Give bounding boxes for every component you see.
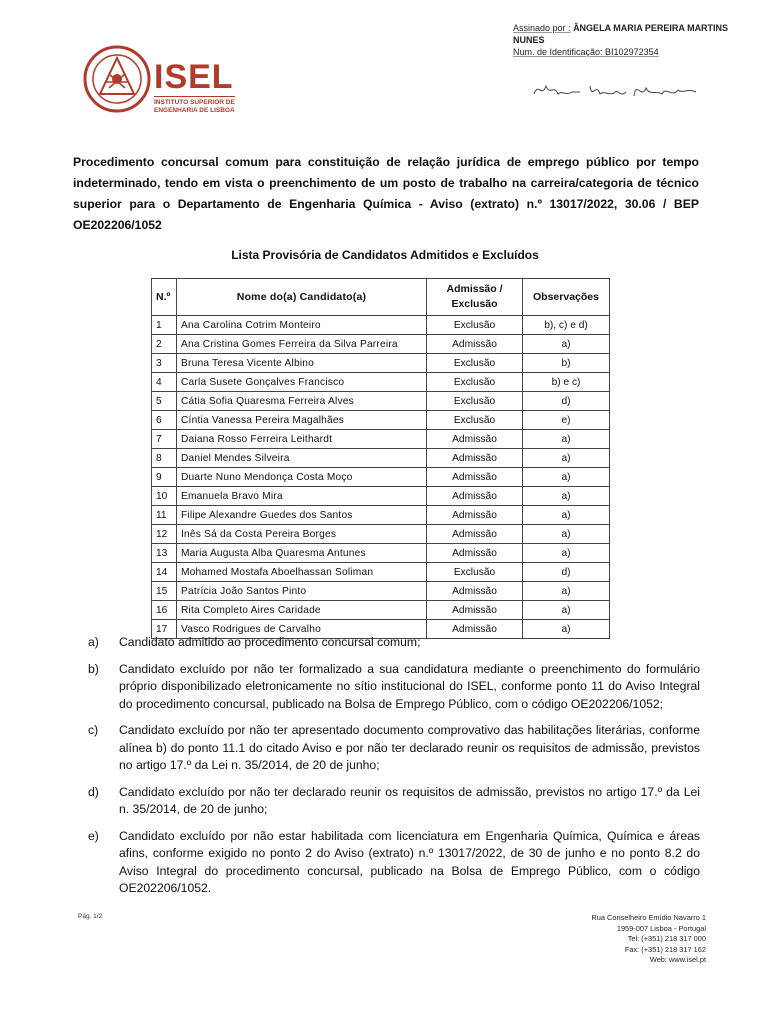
footer-address — [520, 913, 706, 966]
row-name: Inês Sá da Costa Pereira Borges — [177, 525, 427, 544]
row-number: 5 — [152, 392, 177, 411]
row-status: Admissão — [427, 449, 523, 468]
table-row — [152, 430, 610, 449]
row-name: Ana Cristina Gomes Ferreira da Silva Parreira — [177, 335, 427, 354]
table-row — [152, 525, 610, 544]
row-number: 3 — [152, 354, 177, 373]
logo-name: ISEL — [154, 58, 234, 96]
table-row — [152, 411, 610, 430]
row-observation: a) — [523, 506, 610, 525]
note-label: a) — [88, 635, 99, 649]
row-name: Cátia Sofia Quaresma Ferreira Alves — [177, 392, 427, 411]
logo-subtitle — [154, 96, 235, 115]
row-name: Cíntia Vanessa Pereira Magalhães — [177, 411, 427, 430]
table-row — [152, 316, 610, 335]
row-observation: b) e c) — [523, 373, 610, 392]
signer-id: Num. de Identificação: BI102972354 — [513, 47, 659, 57]
row-name: Ana Carolina Cotrim Monteiro — [177, 316, 427, 335]
table-row — [152, 544, 610, 563]
table-row — [152, 582, 610, 601]
row-observation: a) — [523, 487, 610, 506]
candidates-table — [151, 278, 610, 639]
header-admission-line1: Admissão / — [446, 283, 503, 295]
row-number: 4 — [152, 373, 177, 392]
row-observation: a) — [523, 620, 610, 639]
row-status: Admissão — [427, 487, 523, 506]
row-observation: a) — [523, 449, 610, 468]
header-number: N.º — [152, 279, 177, 316]
note-text: Candidato excluído por não ter declarado reunir os requisitos de admissão, previstos no artigo 17.º da Lei n. 35/2014, de 20 de junho; — [119, 784, 700, 816]
row-name: Daniel Mendes Silveira — [177, 449, 427, 468]
header-observations: Observações — [523, 279, 610, 316]
table-row — [152, 373, 610, 392]
table-row — [152, 335, 610, 354]
row-status: Exclusão — [427, 354, 523, 373]
note-text: Candidato excluído por não estar habilitada com licenciatura em Engenharia Química, Química e áreas afins, conforme exigido no ponto 2 do Aviso (extrato) n.º 13017/2022, de 30 de junho e no ponto 8.2 do Aviso Integral do procedimento concursal, publicado na Bolsa de Emprego Público, com o código OE202206/1052. — [119, 828, 700, 895]
table-row — [152, 354, 610, 373]
row-status: Admissão — [427, 525, 523, 544]
header-admission — [427, 279, 523, 316]
note-label: d) — [88, 784, 99, 799]
row-status: Admissão — [427, 335, 523, 354]
footer-address-line2: 1959-007 Lisboa - Portugal — [616, 923, 706, 933]
row-number: 9 — [152, 468, 177, 487]
isel-logo — [154, 60, 235, 115]
note-text: Candidato excluído por não ter formalizado a sua candidatura mediante o preenchimento do formulário próprio disponibilizado eletronicamente no sítio institucional do ISEL, conforme ponto 11 do Aviso Integral do procedimento concursal, publicado na Bolsa de Emprego Público, com o código OE202206/1052; — [119, 661, 700, 711]
row-name: Rita Completo Aires Caridade — [177, 601, 427, 620]
row-number: 12 — [152, 525, 177, 544]
header-name: Nome do(a) Candidato(a) — [177, 279, 427, 316]
row-name: Maria Augusta Alba Quaresma Antunes — [177, 544, 427, 563]
row-name: Emanuela Bravo Mira — [177, 487, 427, 506]
isel-seal-icon — [82, 44, 152, 114]
table-header-row — [152, 279, 610, 316]
signer-name-continued: NUNES — [513, 35, 545, 45]
row-name: Mohamed Mostafa Aboelhassan Soliman — [177, 563, 427, 582]
row-number: 17 — [152, 620, 177, 639]
row-status: Admissão — [427, 506, 523, 525]
table-row — [152, 392, 610, 411]
row-observation: a) — [523, 525, 610, 544]
row-name: Vasco Rodrigues de Carvalho — [177, 620, 427, 639]
row-number: 13 — [152, 544, 177, 563]
row-number: 2 — [152, 335, 177, 354]
row-observation: a) — [523, 335, 610, 354]
row-status: Admissão — [427, 601, 523, 620]
row-status: Exclusão — [427, 373, 523, 392]
row-observation: a) — [523, 544, 610, 563]
row-observation: e) — [523, 411, 610, 430]
row-name: Daiana Rosso Ferreira Leithardt — [177, 430, 427, 449]
header-admission-line2: Exclusão — [451, 298, 498, 310]
note-item — [88, 722, 700, 775]
row-status: Admissão — [427, 430, 523, 449]
note-item — [88, 784, 700, 819]
page-number: Pág. 1/2 — [78, 913, 103, 920]
row-status: Admissão — [427, 620, 523, 639]
note-item — [88, 828, 700, 898]
row-number: 10 — [152, 487, 177, 506]
row-number: 15 — [152, 582, 177, 601]
signed-by-label: Assinado por : — [513, 23, 571, 33]
footer-web: Web: www.isel.pt — [649, 955, 706, 964]
note-label: c) — [88, 723, 99, 737]
row-observation: a) — [523, 430, 610, 449]
row-name: Duarte Nuno Mendonça Costa Moço — [177, 468, 427, 487]
table-row — [152, 449, 610, 468]
note-label: b) — [88, 661, 99, 676]
row-number: 8 — [152, 449, 177, 468]
signed-by-line — [513, 22, 763, 34]
row-number: 6 — [152, 411, 177, 430]
row-number: 7 — [152, 430, 177, 449]
table-row — [152, 468, 610, 487]
notes-list — [88, 634, 700, 907]
row-observation: d) — [523, 563, 610, 582]
table-row — [152, 487, 610, 506]
document-title: Procedimento concursal comum para constituição de relação jurídica de emprego público por tempo indeterminado, tendo em vista o preenchimento de um posto de trabalho na carreira/categoria de técnico superior para o Departamento de Engenharia Química - Aviso (extrato) n.º 13017/2022, 30.06 / BEP OE202206/1052 — [73, 155, 699, 232]
row-observation: a) — [523, 601, 610, 620]
row-observation: b) — [523, 354, 610, 373]
list-subtitle: Lista Provisória de Candidatos Admitidos e Excluídos — [231, 248, 539, 262]
row-name: Patrícia João Santos Pinto — [177, 582, 427, 601]
footer-address-line1: Rua Conselheiro Emídio Navarro 1 — [591, 913, 706, 922]
handwritten-signature-icon — [530, 76, 700, 104]
row-number: 14 — [152, 563, 177, 582]
table-row — [152, 601, 610, 620]
note-label: e) — [88, 828, 99, 843]
row-number: 16 — [152, 601, 177, 620]
row-name: Filipe Alexandre Guedes dos Santos — [177, 506, 427, 525]
row-observation: d) — [523, 392, 610, 411]
footer-fax: Fax: (+351) 218 317 162 — [624, 944, 706, 954]
row-name: Carla Susete Gonçalves Francisco — [177, 373, 427, 392]
note-item — [88, 661, 700, 714]
table-row — [152, 563, 610, 582]
note-item — [88, 634, 700, 652]
signer-name: ÂNGELA MARIA PEREIRA MARTINS — [573, 23, 729, 33]
row-observation: a) — [523, 582, 610, 601]
row-observation: a) — [523, 468, 610, 487]
row-status: Exclusão — [427, 392, 523, 411]
note-text: Candidato admitido ao procedimento concursal comum; — [119, 635, 421, 649]
row-status: Admissão — [427, 582, 523, 601]
note-text: Candidato excluído por não ter apresentado documento comprovativo das habilitações literárias, conforme alínea b) do ponto 11.1 do citado Aviso e por não ter declarado reunir os requisitos de admissão, previstos no artigo 17.º da Lei n. 35/2014, de 20 de junho; — [119, 723, 700, 772]
logo-subtitle-line1: INSTITUTO SUPERIOR DE — [154, 99, 235, 106]
row-number: 1 — [152, 316, 177, 335]
row-number: 11 — [152, 506, 177, 525]
digital-signature-block — [513, 22, 763, 58]
row-status: Exclusão — [427, 316, 523, 335]
row-status: Admissão — [427, 468, 523, 487]
row-status: Exclusão — [427, 411, 523, 430]
row-status: Exclusão — [427, 563, 523, 582]
row-status: Admissão — [427, 544, 523, 563]
row-name: Bruna Teresa Vicente Albino — [177, 354, 427, 373]
table-row — [152, 506, 610, 525]
row-observation: b), c) e d) — [523, 316, 610, 335]
logo-subtitle-line2: ENGENHARIA DE LISBOA — [154, 107, 235, 114]
footer-tel: Tel: (+351) 218 317 000 — [627, 934, 706, 943]
